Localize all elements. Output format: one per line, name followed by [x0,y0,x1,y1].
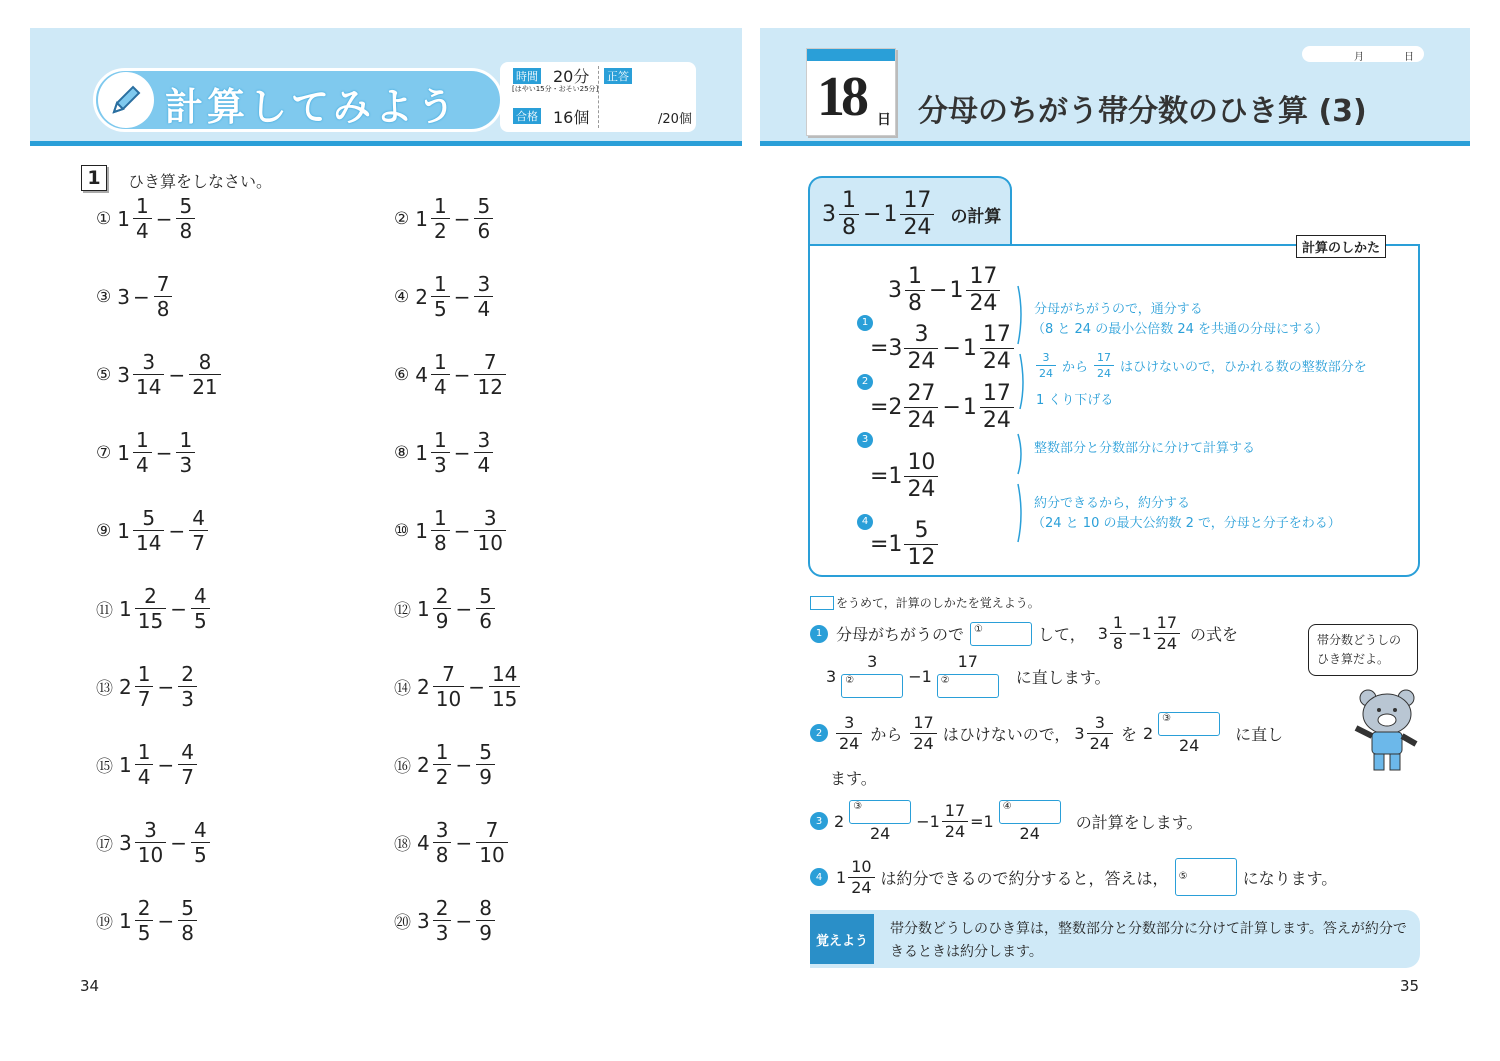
problem-number: ⑦ [96,442,112,463]
whole-1: 1 [417,596,430,621]
work-line-3: =1 $\frac{10}{24}$ [870,452,940,501]
step-3-marker: 3 [857,427,873,448]
problem-7 [96,430,197,475]
whole-1: 1 [415,518,428,543]
day-unit: 日 [877,112,891,128]
score-total: /20個 [658,112,692,127]
month-label: 月 [1354,52,1364,63]
minus: − [453,284,471,309]
work-line-1: =3 $\frac{3}{24}$ − 1 $\frac{17}{24}$ [870,324,1016,373]
problem-2 [394,196,495,241]
remember-label: 覚えよう [810,914,874,964]
day-number: 18 [817,66,865,128]
score-box [500,62,696,132]
problem-20 [394,898,497,943]
blank-5[interactable]: ④ [999,800,1061,824]
pass-value: 16個 [553,108,590,127]
problem-number: ⑤ [96,364,112,385]
minus: − [453,362,471,387]
minus: − [455,908,473,933]
problem-number: ⑥ [394,364,410,385]
remember-text: 帯分数どうしのひき算は，整数部分と分数部分に分けて計算します。答えが約分できるときは約分します。 [890,921,1407,961]
problem-number: ⑨ [96,520,112,541]
fraction-2: $\frac{2}{3}$ [178,664,197,709]
example-box-title: の計算 [950,207,1002,227]
fraction-2: $\frac{7}{8}$ [154,274,173,319]
right-title: 分母のちがう帯分数のひき算 (3) [918,94,1367,129]
bear-mascot-icon [1352,686,1424,776]
fraction-1: $\frac{1}{5}$ [431,274,450,319]
problem-number: ⑳ [394,913,411,933]
problem-number: ① [96,208,112,229]
problem-3 [96,274,174,319]
fraction-1: $\frac{1}{4}$ [135,742,154,787]
fraction-1: $\frac{2}{5}$ [135,898,154,943]
time-value: 20分 [553,67,590,86]
fraction-1: $\frac{2}{9}$ [433,586,452,631]
left-title: 計算してみよう [165,85,460,129]
fill-intro: をうめて，計算のしかたを覚えよう。 [810,594,1040,611]
fraction-1: $\frac{7}{10}$ [433,664,464,709]
whole-1: 1 [415,206,428,231]
problem-16 [394,742,497,787]
problem-15 [96,742,199,787]
problem-4 [394,274,495,319]
whole-1: 2 [119,674,132,699]
minus: − [132,284,150,309]
fraction-2: $\frac{5}{8}$ [176,196,195,241]
fraction-2: $\frac{7}{12}$ [474,352,505,397]
fraction-1: $\frac{2}{3}$ [433,898,452,943]
fraction-2: $\frac{8}{9}$ [476,898,495,943]
minus: − [468,674,485,699]
fill-line-1b: 3 3 ② −1 17 ② に直します。 [826,654,1111,698]
whole-1: 3 [119,830,132,855]
speech-bubble: 帯分数どうしのひき算だよ。 [1308,624,1418,676]
problem-number: ⑬ [96,679,113,699]
date-field[interactable] [1302,46,1424,62]
minus: − [455,752,473,777]
problem-8 [394,430,495,475]
fraction-1: $\frac{1}{2}$ [431,196,450,241]
problem-number: ⑧ [394,442,410,463]
fraction-1: $\frac{3}{8}$ [433,820,452,865]
whole-1: 1 [119,908,132,933]
correct-label: 正答 [604,68,632,84]
blank-6[interactable]: ⑤ [1175,858,1237,896]
problem-13 [96,664,199,709]
fraction-2: $\frac{3}{10}$ [474,508,505,553]
pass-label: 合格 [513,108,541,124]
fraction-1: $\frac{1}{7}$ [135,664,154,709]
problem-number: ② [394,208,410,229]
pencil-icon [98,72,154,128]
fraction-1: $\frac{3}{10}$ [135,820,166,865]
problem-1 [96,196,197,241]
minus: − [455,596,473,621]
whole-1: 3 [117,362,130,387]
fraction-1: $\frac{1}{3}$ [431,430,450,475]
fraction-2: $\frac{14}{15}$ [489,664,520,709]
whole-1: 1 [119,752,132,777]
blank-3[interactable]: ③ [1158,712,1220,736]
work-line-4: =1 $\frac{5}{12}$ [870,520,940,569]
problem-number: ③ [96,286,112,307]
work-line-2: =2 $\frac{27}{24}$ − 1 $\frac{17}{24}$ [870,383,1016,432]
problem-17 [96,820,212,865]
blank-2a[interactable]: ② [841,674,903,698]
problem-12 [394,586,497,631]
note-4b: （24 と 10 の最大公約数 2 で，分母と分子をわる） [1032,516,1341,531]
minus: − [168,362,186,387]
fraction-1: $\frac{1}{8}$ [431,508,450,553]
problem-18 [394,820,510,865]
whole-1: 1 [415,440,428,465]
problem-number: ⑮ [96,757,113,777]
fill-line-1: 1 分母がちがうので ① して， 3 $\frac{1}{8}$ −1 $\frac{17}{24}$ の式を [810,615,1238,652]
minus: − [168,518,186,543]
fraction-2: $\frac{4}{5}$ [191,820,210,865]
problem-19 [96,898,199,943]
whole-1: 3 [417,908,430,933]
minus: − [155,206,173,231]
minus: − [453,440,471,465]
problem-5 [96,352,223,397]
problem-9 [96,508,210,553]
fill-line-2b: ます。 [830,769,877,788]
problem-number: ④ [394,286,410,307]
whole-1: 1 [117,518,130,543]
problem-10 [394,508,508,553]
fraction-1: $\frac{1}{4}$ [133,196,152,241]
problem-6 [394,352,508,397]
fill-line-3: 3 2 ③ 24 −1 $\frac{17}{24}$ =1 ④ 24 の計算をします。 [810,800,1202,842]
step-4-marker: 4 [857,509,873,530]
step-2-marker: 2 [857,369,873,390]
blank-2b[interactable]: ② [937,674,999,698]
problem-11 [96,586,212,631]
minus: − [157,908,175,933]
problem-number: ⑪ [96,601,113,621]
minus: − [455,830,473,855]
whole-1: 3 [117,284,130,309]
whole-1: 4 [415,362,428,387]
fraction-2: $\frac{3}{4}$ [474,274,493,319]
whole-1: 2 [415,284,428,309]
problem-number: ⑲ [96,913,113,933]
fraction-2: $\frac{4}{7}$ [189,508,208,553]
minus: − [170,596,187,621]
problem-number: ⑩ [394,520,410,541]
note-1b: （8 と 24 の最小公倍数 24 を共通の分母にする） [1032,322,1329,337]
problem-14 [394,664,522,709]
fraction-1: $\frac{5}{14}$ [133,508,164,553]
calendar-icon [806,48,896,136]
note-3: 整数部分と分数部分に分けて計算する [1034,441,1256,456]
page-number-left: 34 [80,977,100,995]
fraction-2: $\frac{5}{9}$ [476,742,495,787]
fraction-2: $\frac{8}{21}$ [189,352,220,397]
minus: − [453,206,471,231]
page-number-right: 35 [1400,977,1420,995]
time-label: 時間 [513,68,541,84]
whole-1: 1 [117,206,130,231]
blank-4[interactable]: ③ [849,800,911,824]
fraction-2: $\frac{7}{10}$ [476,820,507,865]
whole-1: 1 [117,440,130,465]
brace-marks [1014,284,1030,544]
blank-1[interactable]: ① [970,622,1032,646]
minus: − [157,674,175,699]
fraction-1: $\frac{1}{2}$ [433,742,452,787]
time-note: [はやい15分・おそい25分] [512,85,599,93]
section-number: 1 [81,165,107,191]
fill-line-4: 4 1 $\frac{10}{24}$ は約分できるので約分すると，答えは， ⑤ になります。 [810,858,1337,896]
minus: − [453,518,471,543]
minus: − [157,752,175,777]
step-1-marker: 1 [857,310,873,331]
whole-1: 2 [417,752,430,777]
problem-number: ⑫ [394,601,411,621]
fill-line-2: 2 $\frac{3}{24}$ から $\frac{17}{24}$ はひけないので， 3 $\frac{3}{24}$ を 2 ③ 24 に直し [810,712,1283,754]
note-1: 分母がちがうので，通分する [1034,302,1203,317]
fraction-2: $\frac{5}{6}$ [476,586,495,631]
howto-label: 計算のしかた [1296,235,1386,258]
fraction-2: $\frac{5}{8}$ [178,898,197,943]
fraction-2: $\frac{5}{6}$ [474,196,493,241]
fraction-1: $\frac{1}{4}$ [133,430,152,475]
minus: − [155,440,173,465]
minus: − [170,830,187,855]
fraction-2: $\frac{4}{7}$ [178,742,197,787]
fraction-2: $\frac{3}{4}$ [474,430,493,475]
fraction-1: $\frac{3}{14}$ [133,352,164,397]
problem-number: ⑱ [394,835,411,855]
work-line-0: 3 $\frac{1}{8}$ − 1 $\frac{17}{24}$ [888,266,1002,315]
fraction-2: $\frac{4}{5}$ [191,586,210,631]
fraction-2: $\frac{1}{3}$ [176,430,195,475]
note-2b: 1 くり下げる [1036,393,1114,408]
note-2: $\frac{3}{24}$ から $\frac{17}{24}$ はひけないので，ひかれる数の整数部分を [1034,352,1367,379]
whole-1: 1 [119,596,132,621]
instruction: ひき算をしなさい。 [128,172,273,191]
fraction-1: $\frac{2}{15}$ [135,586,166,631]
problem-number: ⑰ [96,835,113,855]
example-expression: 3 $\frac{1}{8}$ − 1 $\frac{17}{24}$ の計算 [822,188,1002,240]
day-label: 日 [1404,52,1414,63]
whole-1: 2 [417,674,430,699]
note-4: 約分できるから，約分する [1034,496,1191,511]
whole-1: 4 [417,830,430,855]
problem-number: ⑯ [394,757,411,777]
problem-number: ⑭ [394,679,411,699]
fraction-1: $\frac{1}{4}$ [431,352,450,397]
